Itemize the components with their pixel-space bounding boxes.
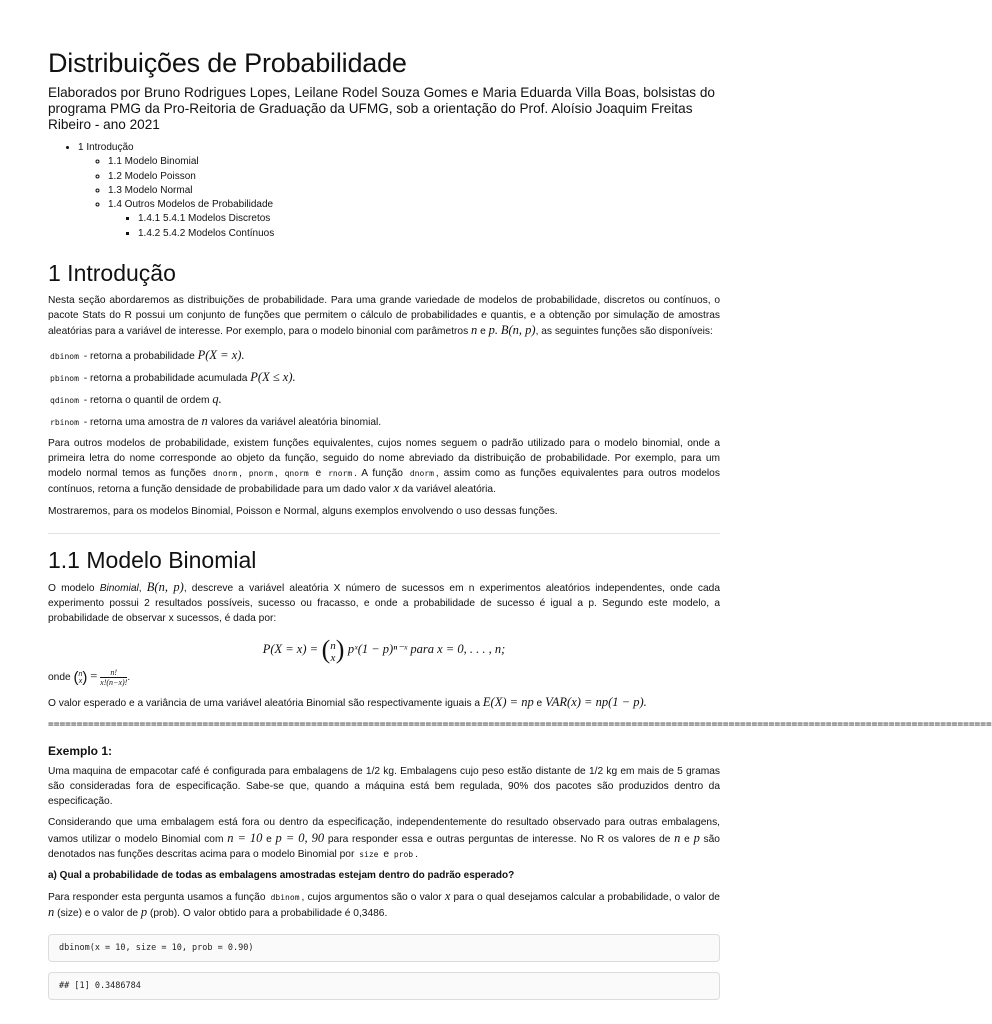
binomial-paragraph-1: O modelo Binomial, B(n, p), descreve a variável aleatória X número de sucessos em n experimentos aleatórios independentes, onde cada experimento possui 2 resultados possíveis, sucesso ou fracasso, e onde a probabilidade de sucesso é igual a p. Segundo este modelo, a probabilidade de observar x sucessos, é dada por:: [48, 579, 720, 625]
toc-item[interactable]: [138, 227, 720, 241]
section-divider: [48, 533, 720, 534]
code-output-block[interactable]: ## [1] 0.3486784: [48, 972, 720, 1000]
example-paragraph-1: Uma maquina de empacotar café é configurada para embalagens de 1/2 kg. Embalagens cujo peso estão distante de 1/2 kg em mais de 5 gramas são consideradas fora de especificação. Sabe-se que, quando a máquina está bem regulada, 90% dos pacotes são produzidos dentro da especificação.: [48, 765, 720, 808]
function-line-dbinom: dbinom - retorna a probabilidade P(X = x).: [50, 347, 245, 362]
example-heading: Exemplo 1:: [48, 743, 113, 758]
binomial-formula: P(X = x) = (n x) pˣ(1 − p)ⁿ⁻ˣ para x = 0, . . . , n;: [262, 634, 506, 664]
inline-code: pbinom: [50, 373, 79, 383]
binomial-paragraph-2: O valor esperado e a variância de uma variável aleatória Binomial são respectivamente iguais a E(X) = np e VAR(x) = np(1 − p).: [48, 694, 647, 709]
toc-link-normal[interactable]: 1.3 Modelo Normal: [108, 184, 193, 196]
binomial-coefficient: (n x): [321, 634, 345, 664]
question-a: a) Qual a probabilidade de todas as embalagens amostradas estejam dentro do padrão esperado?: [48, 870, 515, 882]
inline-code: dbinom: [50, 351, 79, 361]
inline-code: rbinom: [50, 417, 79, 427]
intro-paragraph-2: Para outros modelos de probabilidade, existem funções equivalentes, cujos nomes seguem o padrão utilizado para o modelo binomial, onde a primeira letra do nome corresponde ao objeto da função, seguido do nome abreviado da distribuição de probabilidade. Por exemplo, para um modelo normal temos as funções dnorm , pnorm , qnorm e rnorm . A função dnorm , assim como as funções equivalentes para outros modelos contínuos, retorna a função densidade de probabilidade para um dado valor x da variável aleatória.: [48, 437, 720, 496]
toc-item[interactable]: [108, 198, 720, 241]
toc-link-outros[interactable]: 1.4 Outros Modelos de Probabilidade: [108, 199, 274, 211]
toc-item[interactable]: [78, 141, 720, 241]
example-paragraph-3: Para responder esta pergunta usamos a função dbinom , cujos argumentos são o valor x para o qual desejamos calcular a probabilidade, o valor de n (size) e o valor de p (prob). O valor obtido para a probabilidade é 0,3486.: [48, 889, 720, 920]
onde-line: onde (n x) = $\frac{n!}{x!(n-x)!}$ .: [48, 667, 131, 687]
fraction: $\frac{n!}{x!(n-x)!}$: [100, 667, 128, 687]
section-heading-binomial: 1.1 Modelo Binomial: [48, 546, 257, 573]
toc-link-intro[interactable]: 1 Introdução: [78, 142, 134, 153]
toc-link-binomial[interactable]: 1.1 Modelo Binomial: [108, 156, 199, 168]
example-paragraph-2: Considerando que uma embalagem está fora ou dentro da especificação, independentemente do resultado observado para outras embalagens, vamos utilizar o modelo Binomial com n = 10 e p = 0, 90 para responder essa e outras perguntas de interesse. No R os valores de n e p são denotados nas funções descritas acima para o modelo Binomial por size e prob .: [48, 817, 720, 860]
function-line-qdinom: qdinom - retorna o quantil de ordem q.: [50, 391, 222, 406]
intro-paragraph-3: Mostraremos, para os modelos Binomial, Poisson e Normal, alguns exemplos envolvendo o uso dessas funções.: [48, 505, 558, 517]
function-line-pbinom: pbinom - retorna a probabilidade acumulada P(X ≤ x).: [50, 369, 296, 384]
toc-link-continuos[interactable]: 1.4.2 5.4.2 Modelos Contínuos: [138, 227, 275, 239]
code-block[interactable]: dbinom(x = 10, size = 10, prob = 0.90): [48, 934, 720, 962]
toc-item[interactable]: [108, 170, 720, 184]
inline-code: qdinom: [50, 395, 79, 405]
intro-paragraph-1: Nesta seção abordaremos as distribuições de probabilidade. Para uma grande variedade de modelos de probabilidade, discretos ou contínuos, o pacote Stats do R possui um conjunto de funções que permitem o cálculo de probabilidades e quantis, e a obtenção por simulação de amostras aleatórias para a variável de interesse. Por exemplo, para o modelo binonial com parâmetros n e p. B(n, p), as seguintes funções são disponíveis:: [48, 295, 720, 338]
toc-item[interactable]: [108, 155, 720, 169]
function-line-rbinom: rbinom - retorna uma amostra de n valores da variável aleatória binomial.: [50, 413, 382, 428]
toc-link-discretos[interactable]: 1.4.1 5.4.1 Modelos Discretos: [138, 213, 271, 225]
page-title: Distribuições de Probabilidade: [48, 48, 407, 78]
table-of-contents: [48, 141, 720, 241]
authors-line: Elaborados por Bruno Rodrigues Lopes, Leilane Rodel Souza Gomes e Maria Eduarda Villa Boas, bolsistas do programa PMG da Pro-Reitoria de Graduação da UFMG, sob a orientação do Prof. Aloísio Joaquim Freitas Ribeiro - ano 2021: [48, 85, 715, 132]
toc-item[interactable]: [138, 212, 720, 226]
toc-link-poisson[interactable]: 1.2 Modelo Poisson: [108, 170, 196, 182]
equals-separator: =====================================================================================================================================================================: [48, 718, 992, 730]
section-heading-intro: 1 Introdução: [48, 260, 176, 287]
toc-item[interactable]: [108, 184, 720, 198]
